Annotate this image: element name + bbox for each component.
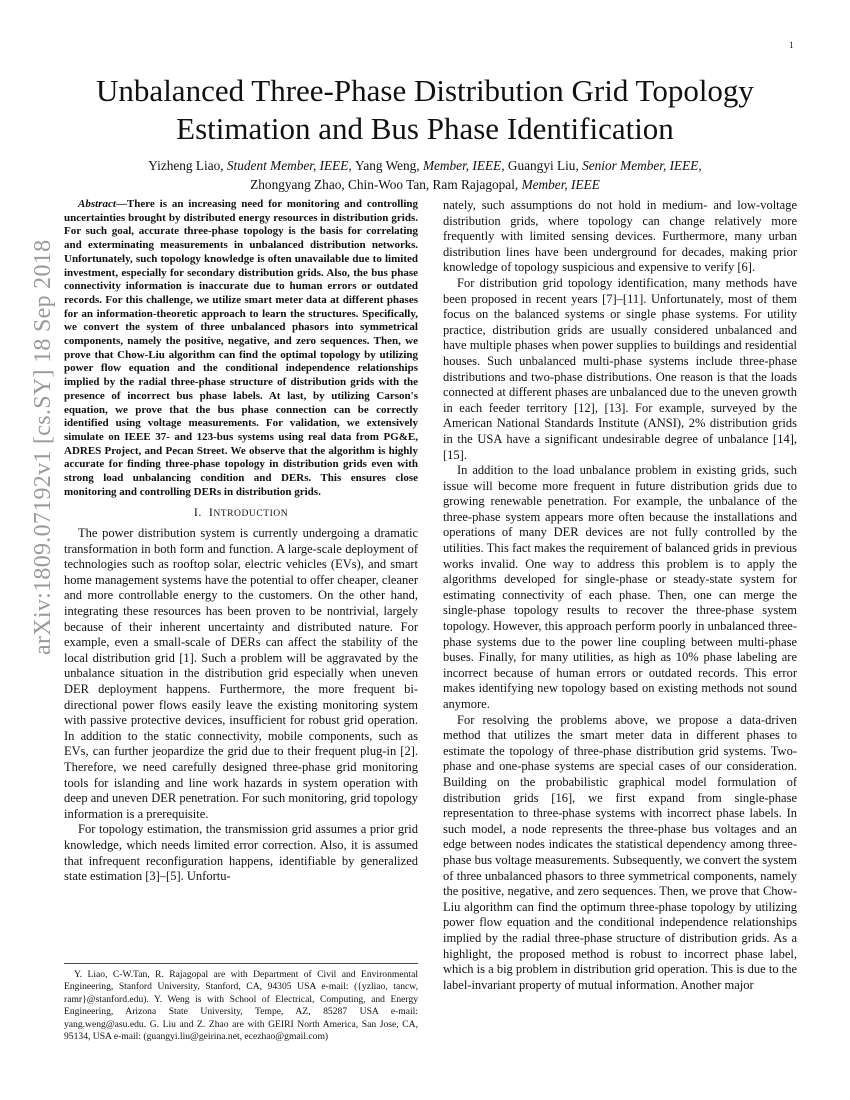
body-paragraph: The power distribution system is currently undergoing a dramatic transformation in both form and function. A large-scale deployment of technologies such as rooftop solar, electric vehicles (EVs), and smart home management systems have the potential to offer cheaper, cleaner and more controllable energy to the customers. On the other hand, integrating these resources has been proven to be nontrivial, largely because of their inherent uncertainty and distributed nature. For example, even a small-scale of DERs can affect the stability of the local distribution grid [1]. Such a problem will be aggravated by the unbalance situation in the distribution grid especially when uneven DER deployment happens. Furthermore, the more frequent bi-directional power flows easily leave the existing monitoring system with passive protective devices, insufficient for robust grid operation. In addition to the static connectivity, mobile components, such as EVs, can further jeopardize the grid due to their frequent plug-in [2]. Therefore, we need carefully designed three-phase grid monitoring tools for islanding and line work hazards in system operation with deep and uneven DER penetration. For such monitoring, grid topology information is a prerequisite.	[64, 526, 418, 821]
body-paragraph: For distribution grid topology identification, many methods have been proposed in recent years [7]–[11]. Unfortunately, most of them focus on the balanced systems or single phase systems. For utility practice, distribution grids are usually considered unbalanced and have multiple phases when power supplies to buildings and residential houses. Such unbalanced multi-phase systems include three-phase distributions and two-phase distributions. One reason is that the loads connected at different phases are unbalanced due to the uneven growth in each feeder territory [12], [13]. For example, surveyed by the American National Standards Institute (ANSI), 2% distribution grids in the USA have a significant undesirable degree of unbalance [14], [15].	[443, 275, 797, 462]
page-number: 1	[789, 40, 794, 50]
left-column	[64, 198, 418, 885]
author-affiliation-footnote	[64, 963, 418, 1043]
author-line-1	[60, 156, 790, 175]
abstract-lead: Abstract	[78, 198, 116, 210]
right-column	[443, 198, 797, 993]
body-paragraph: In addition to the load unbalance problem in existing grids, such issue will become more frequent in future distribution grids due to growing renewable penetration. For example, the unbalance of the three-phase system appears more often because the installations and operations of many DER devices are not fully controlled by the utilities. This fact makes the requirement of balanced grids in previous works invalid. One way to address this problem is to apply the algorithms developed for single-phase or steady-state system for estimating connectivity of each phase. Then, one can merge the single-phase topology results to recover the three-phase system topology. However, this approach perform poorly in unbalanced three-phase systems due to the power line coupling between multi-phase buses. Finally, for many utilities, as high as 10% phase labeling are incorrect because of human errors or outdated records. This error makes identifying new topology based on existing methods not sound anymore.	[443, 463, 797, 711]
section-title-rest: NTRODUCTION	[213, 508, 289, 520]
author-name: Yizheng Liao,	[148, 158, 227, 173]
arxiv-identifier: arXiv:1809.07192v1 [cs.SY] 18 Sep 2018	[30, 239, 56, 655]
paper-title: Unbalanced Three-Phase Distribution Grid Topology Estimation and Bus Phase Identification	[96, 73, 754, 146]
author-line-2	[60, 175, 790, 194]
abstract-text: —There is an increasing need for monitoring and controlling uncertainties brought by distributed energy resources in distribution grids. For such goal, accurate three-phase topology is the basis for correlating and exterminating measurements in unbalanced distribution networks. Unfortunately, such topology knowledge is often unavailable due to limited investment, especially for secondary distribution grids. Also, the bus phase connectivity information is inaccurate due to human errors or outdated records. For this challenge, we utilize smart meter data at different phases for an information-theoretic approach to learn the structures. Specifically, we convert the system of three unbalanced phasors into symmetrical components, namely the positive, negative, and zero sequences. Then, we prove that Chow-Liu algorithm can find the optimal topology by utilizing power flow equation and the conditional independence relationships implied by the radial three-phase structure of distribution grids with the presence of incorrect bus phase labels. At last, by utilizing Carson's equation, we prove that the bus phase connection can be correctly identified using voltage measurements. For validation, we extensively simulate on IEEE 37- and 123-bus systems using real data from PG&E, ADRES Project, and Pecan Street. We observe that the algorithm is highly accurate for finding three-phase topology in distribution grids even with strong load unbalancing condition and DERs. This ensures close monitoring and controlling DERs in distribution grids.	[64, 198, 418, 498]
section-numeral: I.	[193, 505, 202, 520]
author-name: Guangyi Liu,	[507, 158, 583, 173]
body-paragraph: For topology estimation, the transmission grid assumes a prior grid knowledge, which needs limited error correction. Also, it is assumed that infrequent reconfiguration happens, identifiable by generalized state estimation [3]–[5]. Unfortu-	[64, 822, 418, 884]
author-name: Yang Weng,	[355, 158, 423, 173]
section-title-initial: I	[208, 505, 214, 520]
footnote-text: Y. Liao, C-W.Tan, R. Rajagopal are with Department of Civil and Environmental Engineering, Stanford University, Stanford, CA, 94305 USA e-mail: ({yzliao, tancw, ramr}@stanford.edu). Y. Weng is with School of Electrical, Computing, and Energy Engineering, Arizona State University, Tempe, AZ, 85287 USA e-mail: yang.weng@asu.edu. G. Liu and Z. Zhao are with GEIRI North America, San Jose, CA, 95134, USA e-mail: (guangyi.liu@geirina.net, ecezhao@gmail.com)	[64, 969, 418, 1043]
author-role: Member, IEEE	[521, 177, 600, 192]
author-role: Member, IEEE,	[422, 158, 508, 173]
author-list	[60, 156, 790, 194]
author-names: Zhongyang Zhao, Chin-Woo Tan, Ram Rajagopal,	[250, 177, 522, 192]
body-paragraph: For resolving the problems above, we propose a data-driven method that utilizes the smart meter data in different phases to estimate the topology of three-phase distribution grid systems. Two-phase and one-phase systems are special cases of our consideration. Building on the probabilistic graphical model formulation of distribution grids [16], we first expand from single-phase representation to three-phase systems with incorrect phase labels. In such model, a node represents the three-phase bus voltages and an edge between nodes indicates the statistical dependency among three-phase bus voltage measurements. Subsequently, we convert the system of three unbalanced phasors to three symmetrical components, namely the positive, negative, and zero sequences. Then, we prove that Chow-Liu algorithm can find the optimum three-phase topology by utilizing power flow equation and the conditional independence relationships implied by the radial three-phase structure of distribution grids. As a highlight, the proposed method is robust to incorrect phase label, which is a big problem in distribution grid operation. This is due to the label-invariant property of mutual information. Another major	[443, 712, 797, 992]
abstract	[64, 198, 418, 499]
section-heading-introduction	[64, 505, 418, 522]
body-paragraph: nately, such assumptions do not hold in medium- and low-voltage distribution grids, where topology can change relatively more frequently with limited sensing devices. Furthermore, many urban distribution lines have been underground for decades, making prior knowledge of topology suspicious and expensive to verify [6].	[443, 198, 797, 275]
author-role: Student Member, IEEE,	[226, 158, 356, 173]
author-role: Senior Member, IEEE,	[582, 158, 702, 173]
